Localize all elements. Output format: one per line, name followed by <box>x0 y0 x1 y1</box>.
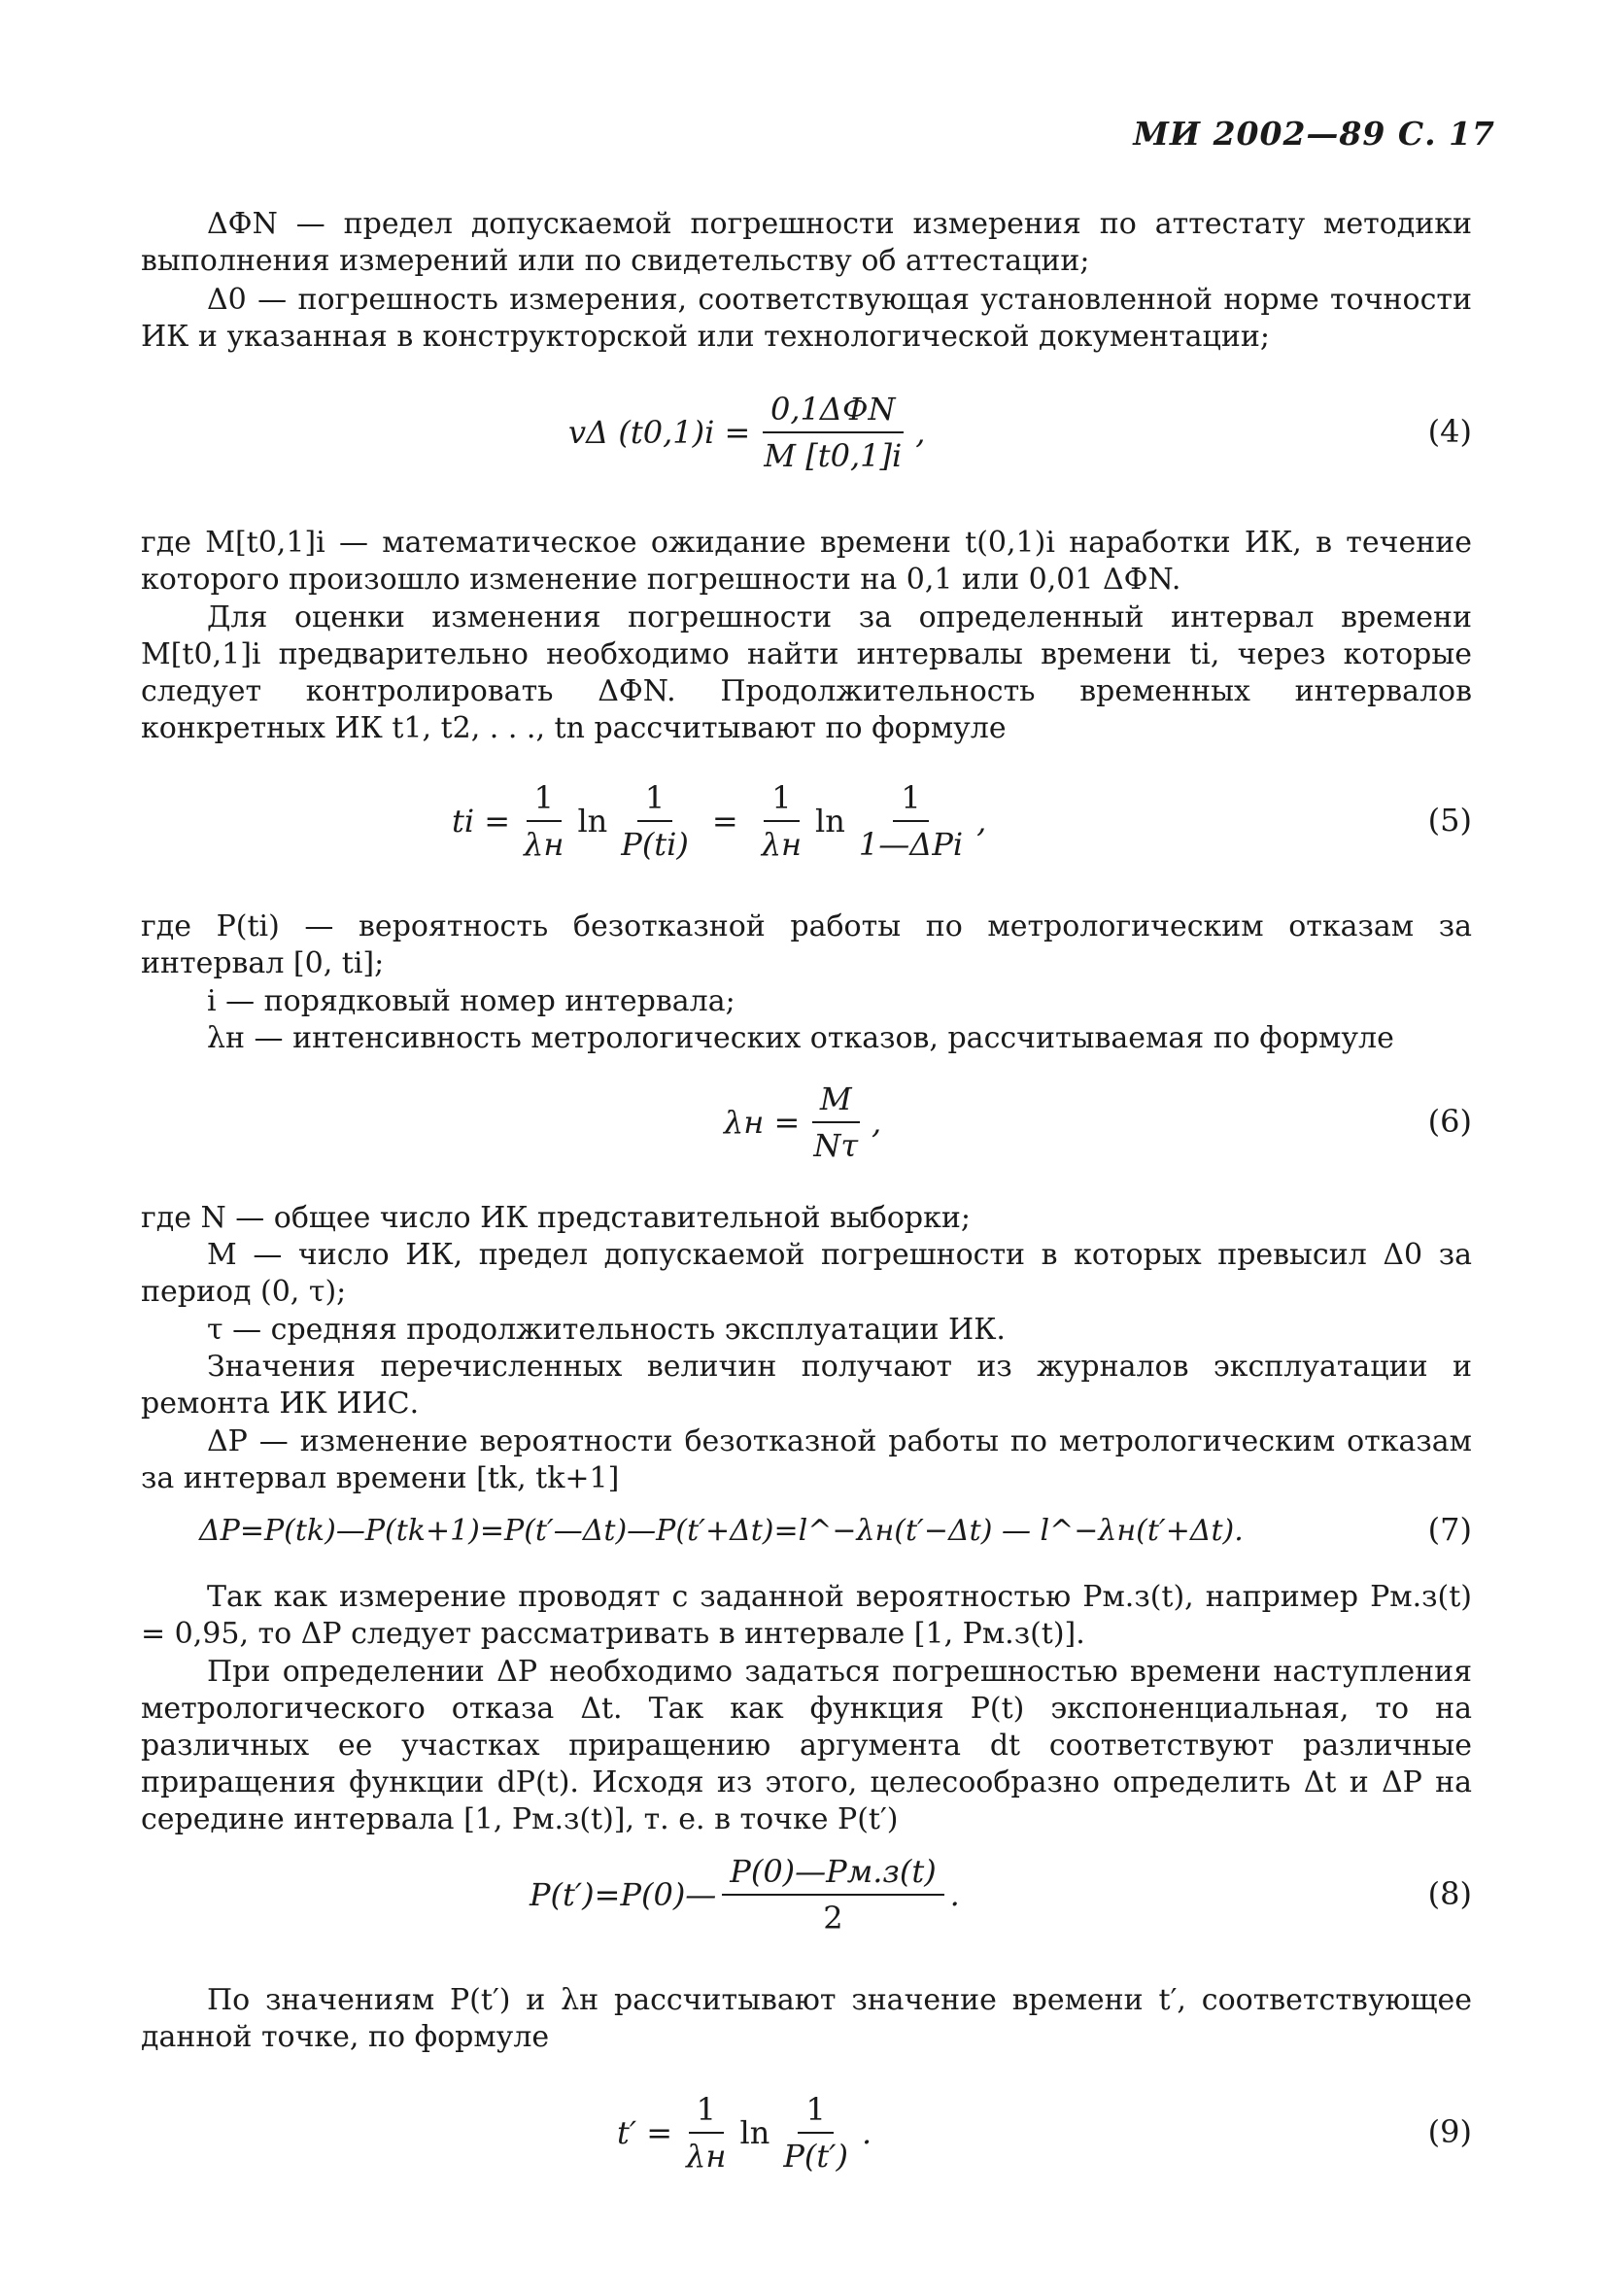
paragraph: При определении ΔP необходимо задаться погрешностью времени наступления метрологического отказа Δt. Так как функция P(t) экспоненциальная, то на различных ее участках приращению аргумента dt соответствуют различные приращения функции dP(t). Исходя из этого, целесообразно определить Δt и ΔP на середине интервала [1, Pм.з(t)], т. е. в точке P(t′) <box>141 1655 1472 1836</box>
fraction <box>756 391 909 474</box>
eq-lhs: ti = <box>452 803 511 840</box>
equation-number: (7) <box>1427 1511 1472 1548</box>
eq-tail: . <box>949 1876 960 1913</box>
equation-9 <box>141 2079 1472 2196</box>
fraction <box>516 779 571 863</box>
paragraph: где P(ti) — вероятность безотказной работы по метрологическим отказам за интервал [0, ti]; <box>141 909 1472 980</box>
denominator: P(ti) <box>621 826 689 863</box>
fraction <box>851 779 971 863</box>
denominator: λн <box>761 826 803 863</box>
equation-5 <box>141 768 1472 884</box>
paragraph: τ — средняя продолжительность эксплуатации ИК. <box>207 1313 1006 1347</box>
fraction <box>754 779 809 863</box>
paragraph: M — число ИК, предел допускаемой погрешности в которых превысил Δ0 за период (0, τ); <box>141 1238 1472 1309</box>
equation-number: (4) <box>1427 413 1472 450</box>
fraction <box>805 1080 866 1164</box>
numerator: M <box>812 1080 860 1123</box>
ln-operator: ln <box>739 2114 770 2151</box>
fraction <box>613 779 697 863</box>
eq-tail: , <box>915 414 926 451</box>
paragraph: Δ0 — погрешность измерения, соответствующая установленной норме точности ИК и указанная в конструкторской или технологической документации; <box>141 283 1472 354</box>
paragraph: где N — общее число ИК представительной выборки; <box>141 1201 971 1235</box>
eq-tail: . <box>861 2114 872 2151</box>
paragraph: Так как измерение проводят с заданной вероятностью Pм.з(t), например Pм.з(t) = 0,95, то ΔP следует рассматривать в интервале [1, Pм.з(t)]. <box>141 1580 1472 1651</box>
equation-number: (6) <box>1427 1103 1472 1140</box>
numerator: 1 <box>527 779 562 822</box>
numerator: 1 <box>764 779 799 822</box>
equation-number: (5) <box>1427 802 1472 839</box>
fraction <box>775 2091 856 2175</box>
paragraph: где M[t0,1]i — математическое ожидание времени t(0,1)i наработки ИК, в течение которого произошло изменение погрешности на 0,1 или 0,01 ΔФN. <box>141 526 1472 597</box>
equation-number: (8) <box>1427 1875 1472 1912</box>
eq-lhs: vΔ (t0,1)i = <box>568 414 751 451</box>
eq-equals: = <box>711 803 738 840</box>
paragraph: ΔP — изменение вероятности безотказной работы по метрологическим отказам за интервал времени [tk, tk+1] <box>141 1424 1472 1495</box>
numerator: P(0)—Pм.з(t) <box>722 1853 943 1896</box>
numerator: 1 <box>798 2091 833 2134</box>
denominator: M [t0,1]i <box>764 437 903 474</box>
numerator: 0,1ΔФN <box>763 391 904 433</box>
fraction <box>678 2091 734 2175</box>
paragraph: Значения перечисленных величин получают из журналов эксплуатации и ремонта ИК ИИС. <box>141 1350 1472 1421</box>
page-header: МИ 2002—89 С. 17 <box>1133 115 1495 153</box>
numerator: 1 <box>637 779 672 822</box>
numerator: 1 <box>689 2091 724 2134</box>
denominator: 1—ΔPi <box>858 826 964 863</box>
denominator: Nτ <box>813 1127 859 1164</box>
paragraph: ΔФN — предел допускаемой погрешности измерения по аттестату методики выполнения измерений или по свидетельству об аттестации; <box>141 207 1472 278</box>
eq-body: ΔP=P(tk)—P(tk+1)=P(t′—Δt)—P(t′+Δt)=l^−λн(t′−Δt) — l^−λн(t′+Δt). <box>199 1513 1244 1548</box>
paragraph: i — порядковый номер интервала; <box>207 984 735 1018</box>
denominator: λн <box>524 826 564 863</box>
equation-6 <box>141 1069 1472 1185</box>
paragraph: λн — интенсивность метрологических отказов, рассчитываемая по формуле <box>207 1021 1394 1055</box>
ln-operator: ln <box>577 803 608 840</box>
equation-8 <box>141 1841 1472 1958</box>
numerator: 1 <box>893 779 928 822</box>
denominator: λн <box>686 2138 727 2175</box>
ln-operator: ln <box>815 803 845 840</box>
fraction <box>722 1853 943 1936</box>
equation-number: (9) <box>1427 2113 1472 2150</box>
denominator: P(t′) <box>783 2138 848 2175</box>
denominator: 2 <box>823 1900 843 1936</box>
paragraph: По значениям P(t′) и λн рассчитывают значение времени t′, соответствующее данной точке, по формуле <box>141 1983 1472 2054</box>
eq-tail: , <box>976 803 987 840</box>
eq-lhs: P(t′)=P(0)— <box>530 1876 717 1913</box>
equation-7 <box>141 1501 1472 1559</box>
eq-tail: , <box>872 1104 882 1141</box>
eq-lhs: t′ = <box>617 2114 673 2151</box>
eq-lhs: λн = <box>724 1104 801 1141</box>
paragraph: Для оценки изменения погрешности за определенный интервал времени M[t0,1]i предварительно необходимо найти интервалы времени ti, через которые следует контролировать ΔФN. Продолжительность временных интервалов конкретных ИК t1, t2, . . ., tn рассчитывают по формуле <box>141 600 1472 745</box>
equation-4 <box>141 374 1472 491</box>
